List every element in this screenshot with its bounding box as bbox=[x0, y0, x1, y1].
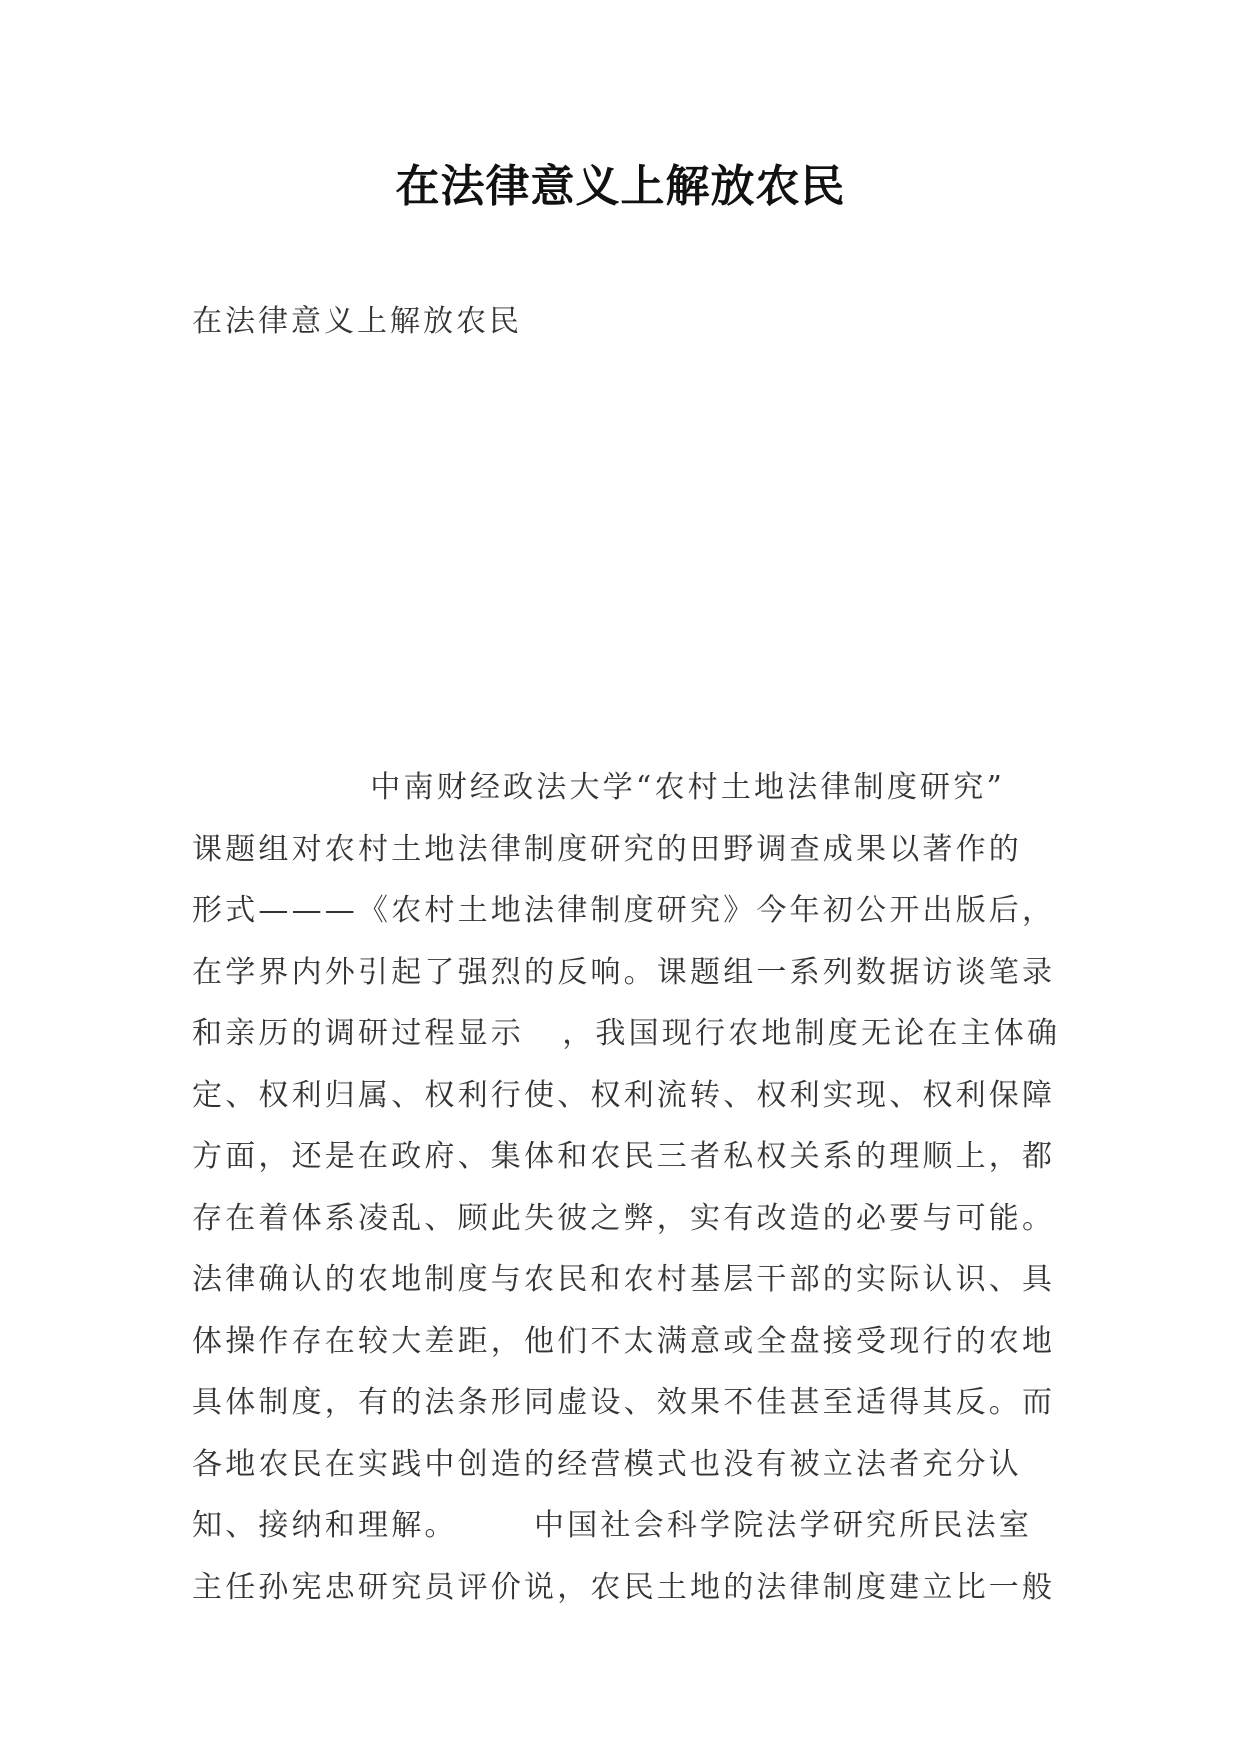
body-line: 各地农民在实践中创造的经营模式也没有被立法者充分认 bbox=[192, 1446, 1022, 1482]
body-line: 体操作存在较大差距，他们不太满意或全盘接受现行的农地 bbox=[192, 1323, 1056, 1359]
document-subtitle: 在法律意义上解放农民 bbox=[192, 304, 522, 339]
body-line: 存在着体系凌乱、顾此失彼之弊，实有改造的必要与可能。 bbox=[192, 1200, 1056, 1236]
body-line: 法律确认的农地制度与农民和农村基层干部的实际认识、具 bbox=[192, 1262, 1056, 1297]
body-line: 中南财经政法大学“农村土地法律制度研究” bbox=[192, 770, 1005, 805]
body-text bbox=[192, 757, 1092, 1618]
body-line: 定、权利归属、权利行使、权利流转、权利实现、权利保障 bbox=[192, 1077, 1056, 1113]
body-line: 课题组对农村土地法律制度研究的田野调查成果以著作的 bbox=[192, 831, 1022, 867]
document-title: 在法律意义上解放农民 bbox=[395, 161, 846, 212]
body-line: 形式———《农村土地法律制度研究》今年初公开出版后， bbox=[192, 893, 1056, 928]
body-line: 知、接纳和理解。 中国社会科学院法学研究所民法室 bbox=[192, 1508, 1033, 1543]
body-line: 方面，还是在政府、集体和农民三者私权关系的理顺上，都 bbox=[192, 1139, 1056, 1174]
body-line: 主任孙宪忠研究员评价说，农民土地的法律制度建立比一般 bbox=[192, 1569, 1056, 1605]
body-line: 具体制度，有的法条形同虚设、效果不佳甚至适得其反。而 bbox=[192, 1385, 1056, 1420]
body-line: 在学界内外引起了强烈的反响。课题组一系列数据访谈笔录 bbox=[192, 954, 1056, 990]
body-line: 和亲历的调研过程显示 ，我国现行农地制度无论在主体确 bbox=[192, 1016, 1061, 1051]
